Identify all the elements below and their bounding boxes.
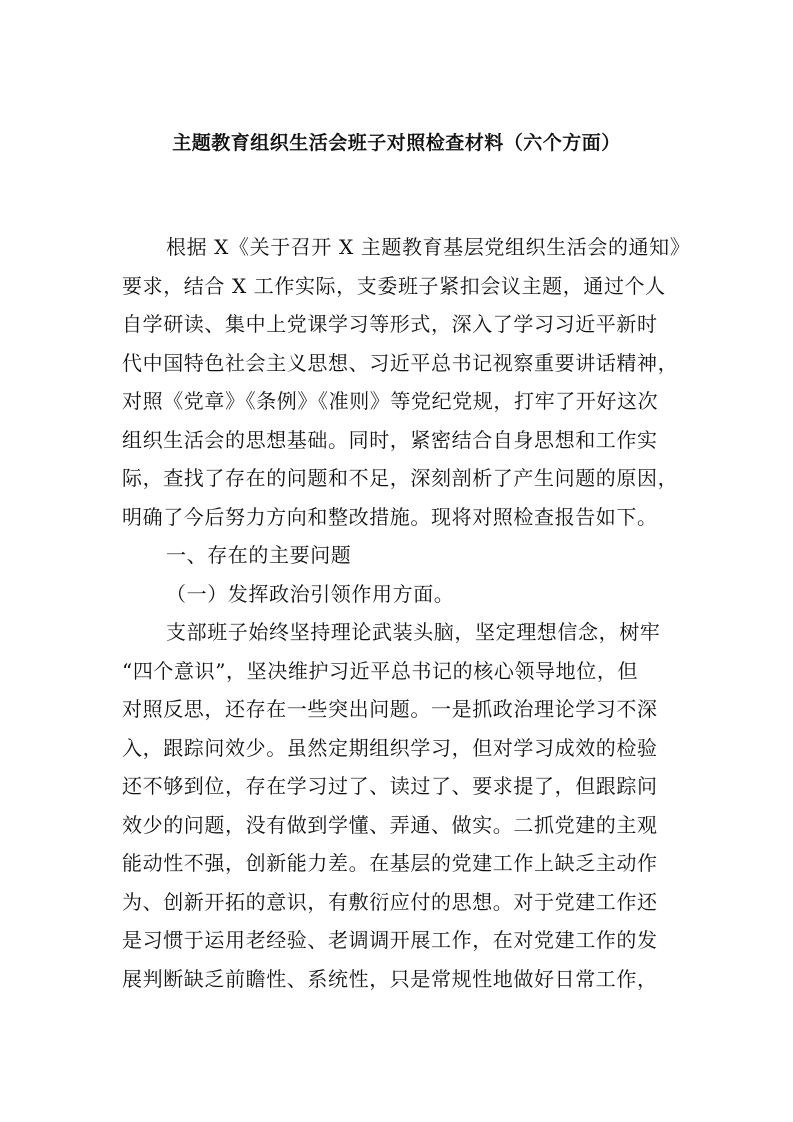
text-line: 入，跟踪问效少。虽然定期组织学习，但对学习成效的检验 [122, 735, 658, 760]
text-line: （一）发挥政治引领作用方面。 [166, 581, 455, 606]
text-line: 效少的问题，没有做到学懂、弄通、做实。二抓党建的主观 [122, 812, 658, 837]
text-line: 能动性不强，创新能力差。在基层的党建工作上缺乏主动作 [122, 851, 658, 875]
document-body [122, 228, 691, 998]
text-line: 一、存在的主要问题 [166, 543, 352, 567]
text-line: 组织生活会的思想基础。同时，紧密结合自身思想和工作实 [122, 427, 658, 452]
text-line: 自学研读、集中上党课学习等形式，深入了学习习近平新时 [122, 312, 658, 336]
text-line: 展判断缺乏前瞻性、系统性，只是常规性地做好日常工作， [122, 966, 658, 991]
text-line: “四个意识”，坚决维护习近平总书记的核心领导地位，但 [122, 658, 639, 683]
text-line: 支部班子始终坚持理论武装头脑，坚定理想信念，树牢 [166, 620, 661, 644]
text-line: 明确了今后努力方向和整改措施。现将对照检查报告如下。 [122, 504, 658, 529]
text-line: 代中国特色社会主义思想、习近平总书记视察重要讲话精神， [122, 350, 679, 375]
text-line: 对照反思，还存在一些突出问题。一是抓政治理论学习不深 [122, 697, 658, 721]
text-line: 为、创新开拓的意识，有敷衍应付的思想。对于党建工作还 [122, 889, 658, 914]
text-line: 还不够到位，存在学习过了、读过了、要求提了，但跟踪问 [122, 774, 658, 798]
text-line: 要求，结合 X 工作实际，支委班子紧扣会议主题，通过个人 [122, 273, 666, 298]
text-line: 是习惯于运用老经验、老调调开展工作，在对党建工作的发 [122, 928, 658, 952]
document-title: 主题教育组织生活会班子对照检查材料（六个方面） [172, 132, 621, 154]
text-line: 际，查找了存在的问题和不足，深刻剖析了产生问题的原因， [122, 466, 679, 490]
text-line: 对照《党章》《条例》《准则》等党纪党规，打牢了开好这次 [122, 389, 659, 413]
text-line: 根据 X《关于召开 X 主题教育基层党组织生活会的通知》 [166, 235, 691, 259]
